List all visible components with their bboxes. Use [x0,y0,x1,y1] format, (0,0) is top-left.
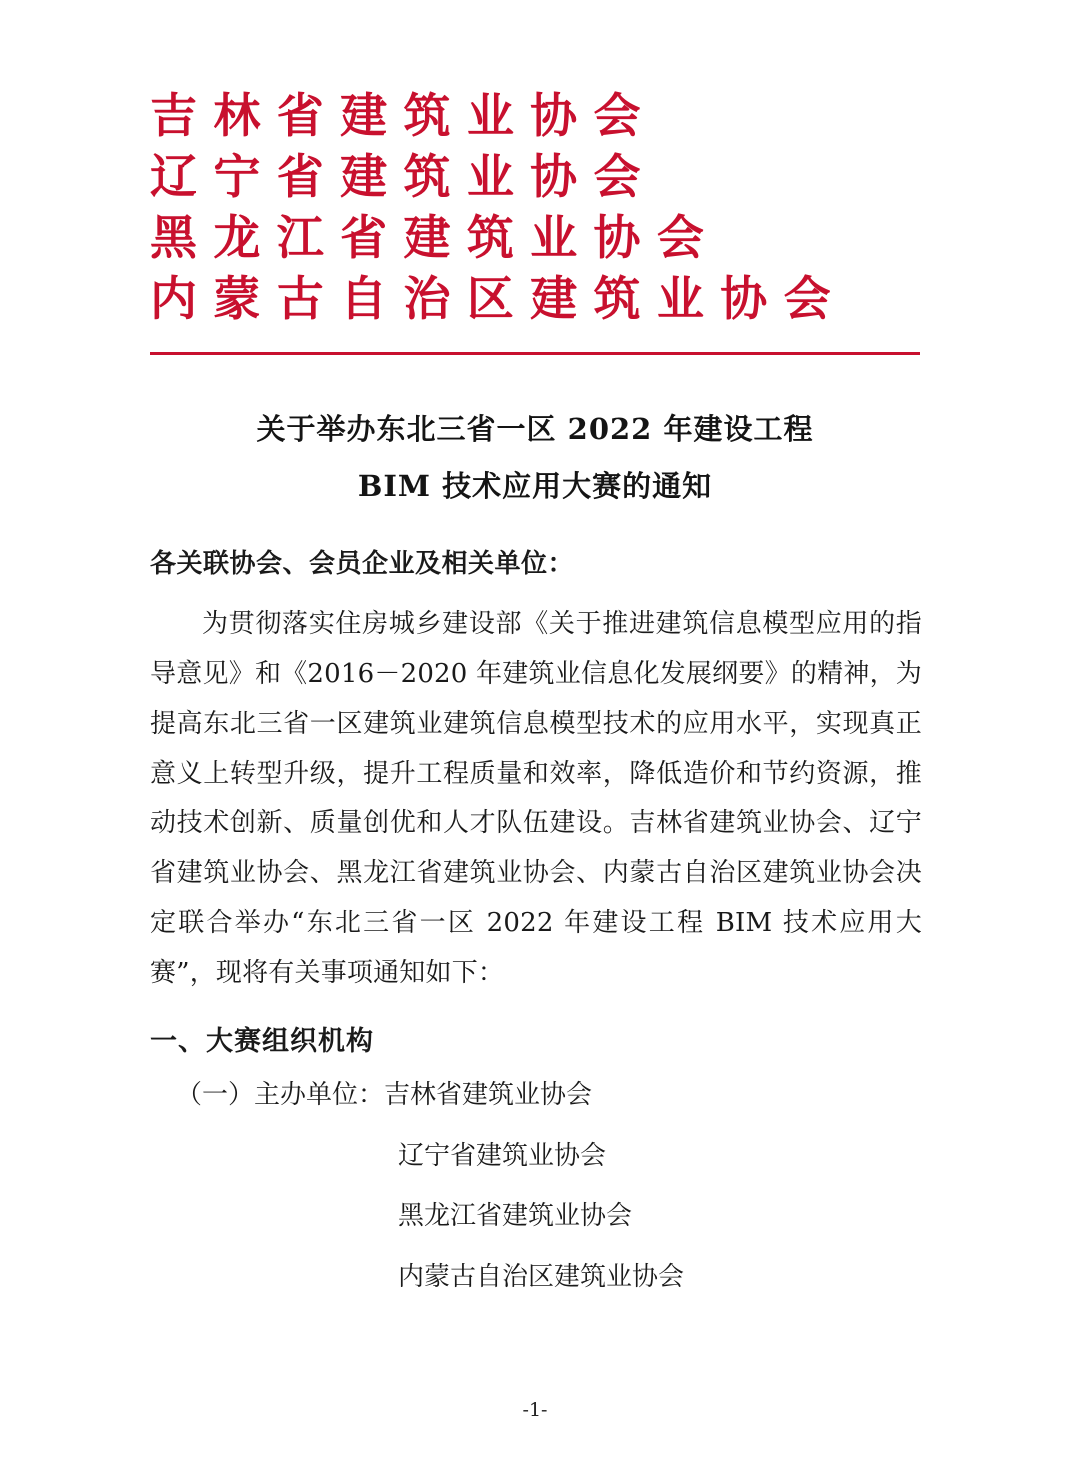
document-body [0,540,1070,1302]
page-title [0,401,1070,514]
letterhead-line-1: 吉 林 省 建 筑 业 协 会 [150,89,641,144]
body-paragraph-1: 为贯彻落实住房城乡建设部《关于推进建筑信息模型应用的指导意见》和《2016－2020 年建筑业信息化发展纲要》的精神，为提高东北三省一区建筑业建筑信息模型技术的应用水平，实现真正意义上转型升级，提升工程质量和效率，降低造价和节约资源，推动技术创新、质量创优和人才队伍建设。吉林省建筑业协会、辽宁省建筑业协会、黑龙江省建筑业协会、内蒙古自治区建筑业协会决定联合举办“东北三省一区 2022 年建设工程 BIM 技术应用大赛”，现将有关事项通知如下： [150,608,922,989]
salutation: 各关联协会、会员企业及相关单位： [150,549,575,580]
section-1-item-1-org-3: 黑龙江省建筑业协会 [398,1201,633,1232]
letterhead-divider [150,352,920,355]
section-1-item-1: （一）主办单位：吉林省建筑业协会 [176,1080,593,1111]
page-title-line-2: BIM 技术应用大赛的通知 [357,468,713,503]
page-number: -1- [522,1399,548,1421]
letterhead-line-4: 内 蒙 古 自 治 区 建 筑 业 协 会 [150,272,831,328]
letterhead-line-2: 辽 宁 省 建 筑 业 协 会 [150,150,641,206]
section-heading-1: 一、大赛组织机构 [150,1026,374,1058]
section-1-item-1-org-2: 辽宁省建筑业协会 [398,1140,607,1171]
letterhead-line-3: 黑 龙 江 省 建 筑 业 协 会 [150,211,704,267]
letterhead [0,0,1070,330]
page-title-line-1: 关于举办东北三省一区 2022 年建设工程 [256,412,814,447]
section-1-item-1-org-4: 内蒙古自治区建筑业协会 [398,1262,685,1293]
